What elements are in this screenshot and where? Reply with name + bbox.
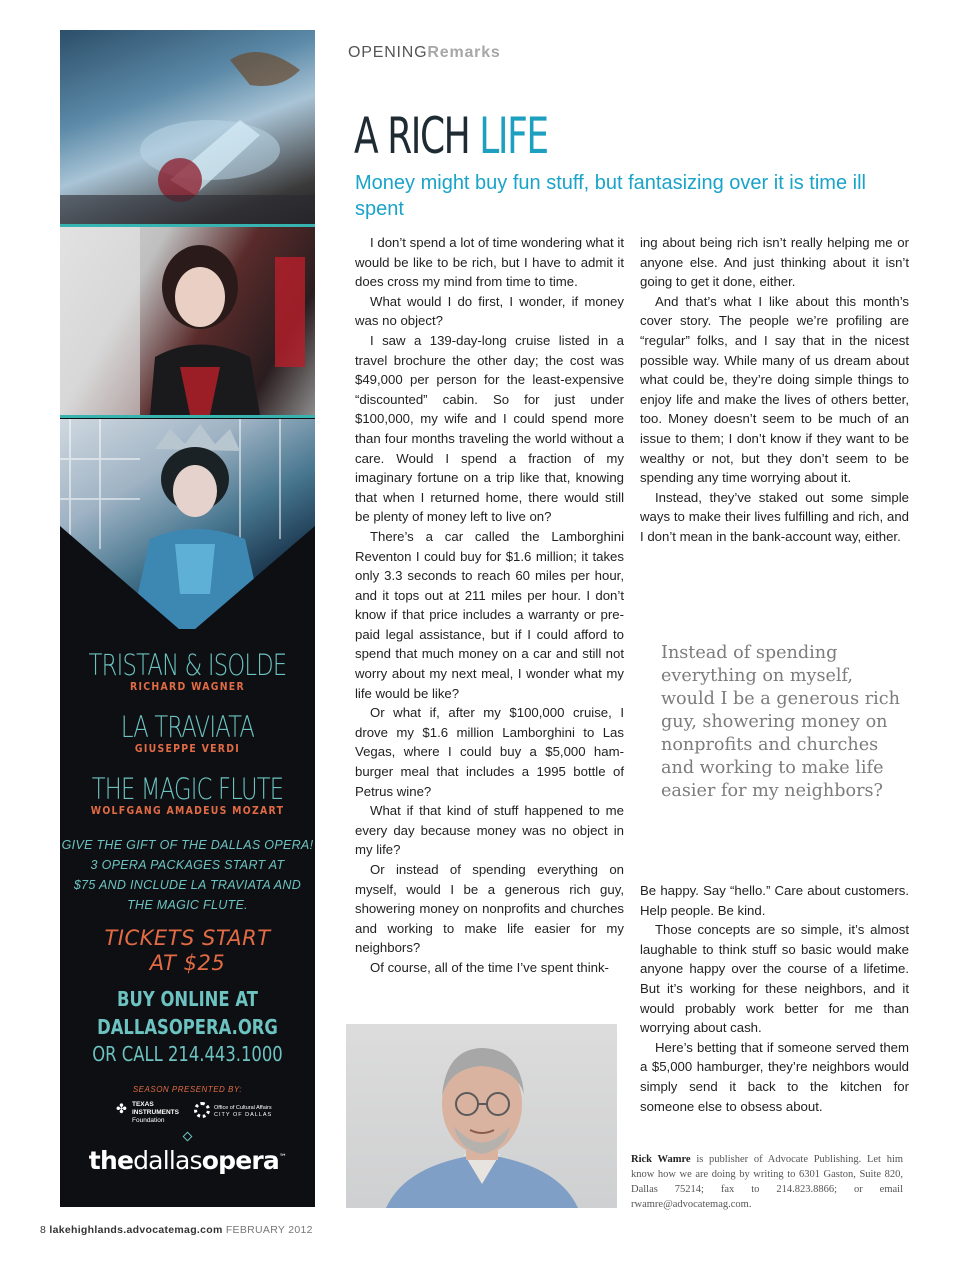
opera-title: LA TRAVIATA [120, 710, 255, 744]
ad-photo-glass-decanter [60, 30, 315, 224]
sponsor-logos [60, 1100, 315, 1128]
paragraph: Instead, they’ve staked out some simple ways to make their lives fulfilling and rich, and I don’t mean in the bank-account way, either. [640, 489, 909, 544]
section-header [348, 44, 501, 62]
footer-website-link[interactable]: lakehighlands.advocatemag.com [49, 1224, 223, 1236]
teal-divider [60, 415, 315, 418]
tickets-price [60, 926, 315, 976]
article-deck: Money might buy fun stuff, but fantasizing over it is time ill spent [355, 172, 866, 220]
article-column-2 [640, 233, 909, 547]
gift-line: 3 OPERA PACKAGES START AT [90, 858, 285, 872]
ad-chevron-shape [60, 526, 315, 636]
author-bio-text: is publisher of Advocate Publishing. Let him know how we are doing by writing to 6301 Gaston, Suite 820, Dallas 75214; fax to 214.823.8866; or email rwamre@advocatemag.com. [631, 1154, 904, 1210]
paragraph: Those concepts are so simple, it’s almost laughable to think stuff so basic would make anyone happy over the course of a lifetime. But it’s working for these neighbors, and it would probably work better for me than worrying about cash. [640, 922, 909, 1036]
diamond-ornament [183, 1132, 193, 1142]
pull-quote: Instead of spending everything on myself, would I be a generous rich guy, showering money on nonprofits and churches and working to make life easier for my neighbors? [661, 643, 900, 801]
article-title [354, 108, 548, 164]
gift-text [60, 835, 315, 915]
gift-line: THE MAGIC FLUTE. [127, 898, 248, 912]
paragraph: Here’s betting that if someone served them a $5,000 hamburger, they’re neighbors would simply send it back to the kitchen for someone else to obsess about. [640, 1039, 909, 1114]
dallas-opera-logo [60, 1146, 315, 1175]
phone-number[interactable]: OR CALL 214.443.1000 [92, 1042, 283, 1066]
paragraph: ing about being rich isn’t really helping me or anyone else. And just thinking about it isn’t going to get it done, either. [640, 235, 909, 290]
paragraph: And that’s what I like about this month’s cover story. The people we’re profiling are “regular” folks, and I say that in the nicest possible way. While many of us dream about what could be, they’re doing simple things to enjoy life and make the lives of others better, too. Money doesn’t seem to be much of an issue to them; I don’t know if they want to be wealthy or not, but they don’t seem to be spending any time worrying about it. [640, 293, 909, 486]
paragraph: There’s a car called the Lamborghini Reventon I could buy for $1.6 million; it takes only 3.3 seconds to reach 60 miles per hour, and it tops out at 211 miles per hour. I don’t know if that price includes a warranty or pre-paid legal assistance, but if I could afford to spend that much money on a car and still not worry about my next meal, I wonder what my life would be like? [355, 528, 624, 701]
opera-magic-flute [60, 774, 315, 817]
opera-title: THE MAGIC FLUTE [91, 772, 284, 806]
paragraph: Or instead of spending everything on myself, would I be a generous rich guy, showering money on nonprofits and churches and working to make life easier for my neighbors? [355, 862, 624, 956]
dallas-opera-ad[interactable] [60, 30, 315, 1207]
texas-instruments-logo [132, 1101, 179, 1125]
paragraph: Of course, all of the time I’ve spent think- [370, 959, 609, 975]
paragraph: Or what if, after my $100,000 cruise, I drove my $1.6 million Lamborghini to Las Vegas, where I could buy a $5,000 hamburger meal that includes a 1995 bottle of Petrus wine? [355, 705, 624, 799]
opera-tristan [60, 650, 315, 693]
logo-text: opera [201, 1146, 279, 1175]
buy-online[interactable] [60, 985, 315, 1067]
cultural-affairs-icon [194, 1102, 210, 1118]
gift-line: GIVE THE GIFT OF THE DALLAS OPERA! [61, 838, 314, 852]
logo-text: dallas [133, 1146, 202, 1175]
tickets-line: AT $25 [149, 951, 226, 975]
paragraph: What would I do first, I wonder, if money was no object? [355, 293, 624, 329]
paragraph: What if that kind of stuff happened to me every day because money was no object in my life? [355, 803, 624, 858]
ad-photo-isolde-singer [60, 227, 315, 415]
sponsor-text: TEXAS [132, 1101, 154, 1108]
paragraph: I saw a 139-day-long cruise listed in a travel brochure the other day; the cost was $49,000 per person for the least-expensive “discounted” cabin. So for just under $100,000, my wife and I could spend more than four months traveling the world without a care. Would I spend a fraction of my imaginary fortune on a trip like that, knowing that when I returned home, there would still be plenty of money left to live on? [355, 332, 624, 525]
website-link[interactable]: DALLASOPERA.ORG [97, 1015, 278, 1039]
opera-traviata [60, 712, 315, 755]
texas-instruments-icon: ✤ [116, 1101, 127, 1116]
sponsor-text: Foundation [132, 1117, 165, 1124]
title-part: LIFE [479, 107, 548, 165]
opera-composer: GIUSEPPE VERDI [134, 742, 241, 755]
section-label: Remarks [427, 44, 501, 61]
sponsor-text: CITY OF DALLAS [214, 1112, 273, 1118]
section-label: OPENING [348, 44, 428, 61]
sponsor-text: INSTRUMENTS [132, 1109, 179, 1116]
author-headshot [346, 1024, 617, 1208]
sponsor-text: Office of Cultural Affairs [214, 1105, 272, 1111]
logo-text: the [88, 1146, 134, 1175]
paragraph: Be happy. Say “hello.” Care about customers. Help people. Be kind. [640, 883, 909, 918]
article-column-3 [640, 881, 909, 1116]
opera-title: TRISTAN & ISOLDE [88, 648, 287, 682]
cultural-affairs-logo [214, 1105, 272, 1119]
issue-date: FEBRUARY 2012 [225, 1224, 313, 1236]
logo-text: ™ [278, 1152, 287, 1162]
page-footer [40, 1224, 313, 1236]
presented-by-label: SEASON PRESENTED BY: [132, 1085, 243, 1094]
buy-online-label: BUY ONLINE AT [117, 987, 258, 1011]
opera-composer: WOLFGANG AMADEUS MOZART [90, 804, 285, 817]
author-name: Rick Wamre [631, 1154, 691, 1165]
author-bio [631, 1152, 903, 1212]
opera-composer: RICHARD WAGNER [130, 680, 245, 693]
article-column-1 [355, 233, 624, 978]
page-number: 8 [40, 1224, 47, 1236]
paragraph: I don’t spend a lot of time wondering what it would be like to be rich, but I have to admit it does cross my mind from time to time. [355, 235, 624, 290]
gift-line: $75 AND INCLUDE LA TRAVIATA AND [73, 878, 302, 892]
season-presented [60, 1085, 315, 1094]
tickets-line: TICKETS START [104, 926, 271, 950]
title-part: A RICH [354, 107, 470, 165]
